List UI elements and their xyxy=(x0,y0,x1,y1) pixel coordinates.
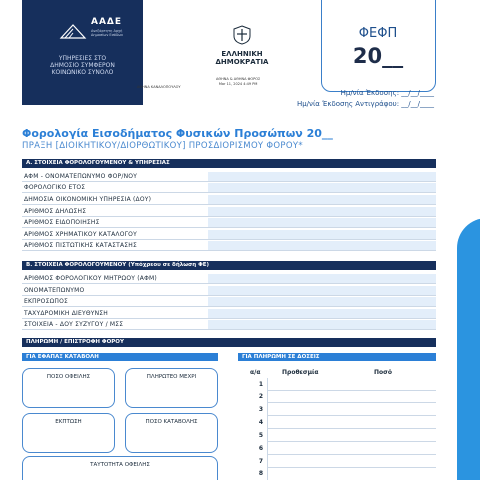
page-subtitle: ΠΡΑΞΗ [ΔΙΟΙΚΗΤΙΚΟΥ/ΔΙΟΡΘΩΤΙΚΟΥ] ΠΡΟΣΔΙΟΡΙΣΜΟΥ ΦΟΡΟΥ* xyxy=(22,141,303,151)
issue-date: Ημ/νία Έκδοσης: __/__/____ xyxy=(340,89,434,97)
lump-sum-heading: ΓΙΑ ΕΦΑΠΑΞ ΚΑΤΑΒΟΛΗ xyxy=(22,353,218,361)
field-label: ΑΦΜ - ΟΝΟΜΑΤΕΠΩΝΥΜΟ ΦΟΡ/ΝΟΥ xyxy=(24,173,138,180)
section-a-row xyxy=(22,182,436,193)
section-b-row xyxy=(22,308,436,319)
service-line: ΥΠΗΡΕΣΙΕΣ ΣΤΟ xyxy=(58,55,107,62)
amount-due-box[interactable] xyxy=(22,368,115,408)
debt-id-box[interactable] xyxy=(22,456,218,480)
field-input[interactable] xyxy=(208,241,436,250)
installment-number: 6 xyxy=(258,445,263,452)
field-label: ΑΡΙΘΜΟΣ ΧΡΗΜΑΤΙΚΟΥ ΚΑΤΑΛΟΓΟΥ xyxy=(24,231,137,238)
section-a-row xyxy=(22,229,436,240)
aade-brand-panel xyxy=(22,0,143,105)
box-label: ΕΚΠΤΩΣΗ xyxy=(55,419,82,425)
payment-heading: ΠΛΗΡΩΜΗ / ΕΠΙΣΤΡΟΦΗ ΦΟΡΟΥ xyxy=(22,338,436,347)
section-a-row xyxy=(22,217,436,228)
brand-tagline: Ανεξάρτητη Αρχή Δημοσίων Εσόδων xyxy=(91,29,123,37)
column-divider xyxy=(267,378,268,480)
form-code: ΦΕΦΠ xyxy=(358,26,398,41)
field-label: ΟΝΟΜΑΤΕΠΩΝΥΜΟ xyxy=(24,287,85,294)
brand-service-text xyxy=(22,55,143,76)
col-index: α/α xyxy=(250,369,261,376)
row-line xyxy=(268,441,436,442)
installments-heading: ΓΙΑ ΠΛΗΡΩΜΗ ΣΕ ΔΟΣΕΙΣ xyxy=(238,353,436,361)
installment-number: 7 xyxy=(258,458,263,465)
section-a-row xyxy=(22,206,436,217)
field-input[interactable] xyxy=(208,172,436,181)
field-input[interactable] xyxy=(208,218,436,227)
field-input[interactable] xyxy=(208,207,436,216)
section-b-row xyxy=(22,273,436,284)
field-label: ΑΡΙΘΜΟΣ ΔΗΛΩΣΗΣ xyxy=(24,208,87,215)
row-line xyxy=(268,454,436,455)
field-input[interactable] xyxy=(208,286,436,295)
row-line xyxy=(268,467,436,468)
payment-amount-box[interactable] xyxy=(125,413,218,453)
field-input[interactable] xyxy=(208,230,436,239)
decorative-side-band xyxy=(457,218,480,480)
page-title: Φορολογία Εισοδήματος Φυσικών Προσώπων 20__ xyxy=(22,127,333,140)
section-b-heading: Β. ΣΤΟΙΧΕΙΑ ΦΟΡΟΛΟΓΟΥΜΕΝΟΥ (Υπόχρεου σε δήλωση ΦΕ) xyxy=(22,261,436,270)
field-input[interactable] xyxy=(208,309,436,318)
field-input[interactable] xyxy=(208,274,436,283)
republic-label: ΕΛΛΗΝΙΚΗ ΔΗΜΟΚΡΑΤΙΑ xyxy=(215,50,269,66)
stamp-line: ΑΘΗΝΑ & ΑΘΗΝΑ ΦΟΡΟΣ xyxy=(216,77,261,81)
section-b-row xyxy=(22,319,436,330)
field-label: ΑΡΙΘΜΟΣ ΦΟΡΟΛΟΓΙΚΟΥ ΜΗΤΡΩΟΥ (ΑΦΜ) xyxy=(24,275,157,282)
box-label: ΠΛΗΡΩΤΕΟ ΜΕΧΡΙ xyxy=(146,374,197,380)
installment-number: 1 xyxy=(258,381,263,388)
field-input[interactable] xyxy=(208,183,436,192)
section-a-heading: Α. ΣΤΟΙΧΕΙΑ ΦΟΡΟΛΟΓΟΥΜΕΝΟΥ & ΥΠΗΡΕΣΙΑΣ xyxy=(22,159,436,168)
section-b-row xyxy=(22,285,436,296)
field-label: ΦΟΡΟΛΟΓΙΚΟ ΕΤΟΣ xyxy=(24,184,86,191)
row-line xyxy=(268,415,436,416)
field-label: ΣΤΟΙΧΕΙΑ - ΔΟΥ ΣΥΖΥΓΟΥ / ΜΣΣ xyxy=(24,321,124,328)
col-deadline: Προθεσμία xyxy=(282,369,319,376)
installment-number: 3 xyxy=(258,406,263,413)
aade-logo-icon xyxy=(59,22,89,40)
installment-number: 4 xyxy=(258,419,263,426)
installment-number: 2 xyxy=(258,393,263,400)
pay-by-box[interactable] xyxy=(125,368,218,408)
row-line xyxy=(268,428,436,429)
discount-box[interactable] xyxy=(22,413,115,453)
box-label: ΤΑΥΤΟΤΗΤΑ ΟΦΕΙΛΗΣ xyxy=(90,462,150,468)
field-label: ΑΡΙΘΜΟΣ ΠΙΣΤΩΤΙΚΗΣ ΚΑΤΑΣΤΑΣΗΣ xyxy=(24,242,137,249)
service-line: ΔΗΜΟΣΙΟ ΣΥΜΦΕΡΟΝ xyxy=(50,62,115,69)
service-line: ΚΟΙΝΩΝΙΚΟ ΣΥΝΟΛΟ xyxy=(51,69,114,76)
stamp-left-text: ΑΘΗΝΑ ΚΑΝΑΛΟΠΟΥΛΟΥ xyxy=(137,85,181,89)
field-input[interactable] xyxy=(208,297,436,306)
section-a-row xyxy=(22,194,436,205)
section-a-row xyxy=(22,171,436,182)
box-label: ΠΟΣΟ ΟΦΕΙΛΗΣ xyxy=(46,374,91,380)
brand-name: ΑΑΔΕ xyxy=(91,17,123,27)
row-line xyxy=(268,402,436,403)
field-label: ΕΚΠΡΟΣΩΠΟΣ xyxy=(24,298,68,305)
col-amount: Ποσό xyxy=(374,369,392,376)
section-b-row xyxy=(22,296,436,307)
form-year: 20__ xyxy=(352,44,404,68)
field-label: ΤΑΧΥΔΡΟΜΙΚΗ ΔΙΕΥΘΥΝΣΗ xyxy=(24,310,108,317)
field-input[interactable] xyxy=(208,195,436,204)
section-a-row xyxy=(22,240,436,251)
row-line xyxy=(268,390,436,391)
field-label: ΑΡΙΘΜΟΣ ΕΙΔΟΠΟΙΗΣΗΣ xyxy=(24,219,100,226)
installment-number: 8 xyxy=(258,470,263,477)
stamp-line: Mar 11, 2024 4:49 PM xyxy=(218,81,258,86)
box-label: ΠΟΣΟ ΚΑΤΑΒΟΛΗΣ xyxy=(145,419,198,425)
copy-issue-date: Ημ/νία Έκδοσης Αντιγράφου: __/__/____ xyxy=(296,100,434,108)
stamp-text xyxy=(216,77,260,86)
installment-number: 5 xyxy=(258,432,263,439)
form-code-box xyxy=(321,0,436,92)
field-label: ΔΗΜΟΣΙΑ ΟΙΚΟΝΟΜΙΚΗ ΥΠΗΡΕΣΙΑ (ΔΟΥ) xyxy=(24,196,152,203)
greek-emblem-icon xyxy=(233,25,251,45)
field-input[interactable] xyxy=(208,320,436,329)
